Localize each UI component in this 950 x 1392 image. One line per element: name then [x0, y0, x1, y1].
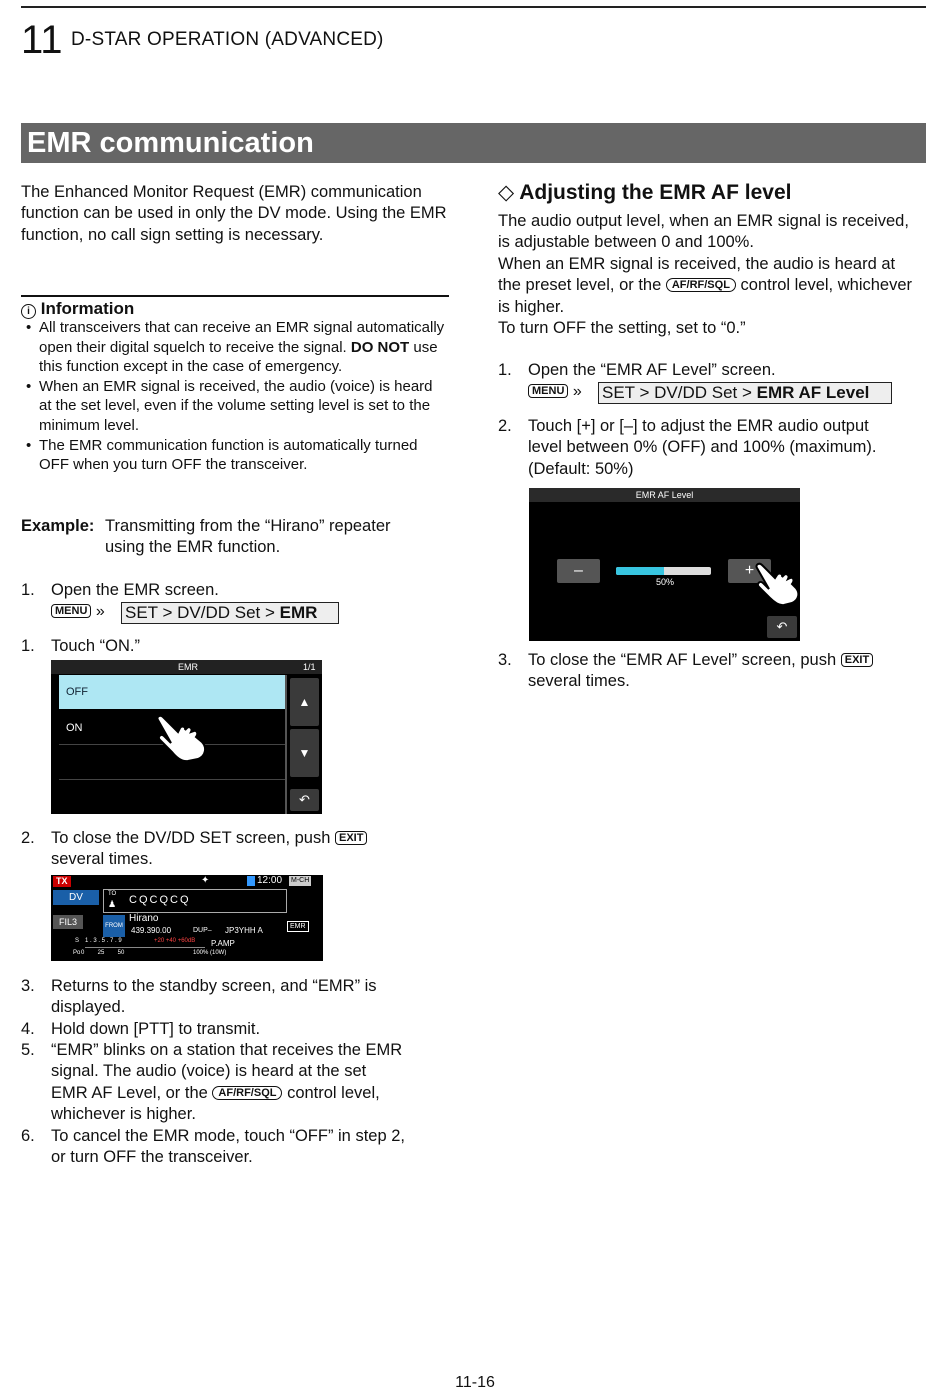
af-screen-title: EMR AF Level — [529, 488, 800, 502]
emr-indicator: EMR — [287, 921, 309, 932]
mode-badge[interactable]: DV — [53, 890, 99, 905]
ur-call: CQCQCQ — [129, 894, 191, 906]
exit-key: EXIT — [841, 653, 873, 667]
callsign: JP3YHH A — [225, 926, 263, 935]
level-bar[interactable] — [616, 567, 711, 575]
pointing-hand-icon — [154, 712, 214, 764]
info-bullet: • All transceivers that can receive an EMR signal automatically open their digital squelch to receive the signal. DO NOT use this function except in the case of emergency. — [21, 318, 449, 377]
gps-icon: ✦ — [201, 875, 210, 886]
pointing-hand-icon — [753, 562, 800, 608]
back-button[interactable]: ↶ — [290, 789, 319, 811]
emr-screen — [51, 660, 322, 814]
chapter-title: D-STAR OPERATION (ADVANCED) — [71, 29, 384, 50]
level-fill — [616, 567, 664, 575]
info-bullet: • When an EMR signal is received, the audio (voice) is heard at the set level, even if the volume setting level is set to the minimum level. — [21, 377, 449, 436]
plus-button[interactable]: + — [728, 559, 771, 583]
repeater-name: Hirano — [129, 913, 159, 924]
from-label: FROM — [103, 915, 125, 937]
filter-badge[interactable]: FIL3 — [53, 915, 83, 929]
emr-option-off[interactable]: OFF — [59, 675, 285, 709]
info-rule — [21, 295, 449, 297]
s-meter-scale: 1 . 3 . 5 . 7 . 9 — [85, 938, 122, 944]
menu-path-1: MENU » — [51, 603, 105, 621]
af-paragraph-1: The audio output level, when an EMR signal is received, is adjustable between 0 and 100%. — [498, 212, 909, 252]
af-paragraph-2: When an EMR signal is received, the audio is heard at the preset level, or the AF/RF/SQL control level, whichever is higher. — [498, 255, 913, 316]
afrfsql-key: AF/RF/SQL — [666, 278, 736, 292]
scroll-up-button[interactable]: ▲ — [290, 678, 319, 726]
af-paragraph-3: To turn OFF the setting, set to “0.” — [498, 319, 746, 337]
info-title: Information — [40, 299, 135, 318]
af-level-screen — [529, 488, 800, 641]
level-percent: 50% — [656, 577, 675, 587]
page-number: 11-16 — [455, 1374, 495, 1391]
frequency: 439.390.00 — [131, 926, 172, 935]
info-list — [21, 318, 449, 475]
example: Example: Transmitting from the “Hirano” repeater using the EMR function. — [21, 517, 391, 556]
person-icon: ♟ — [108, 899, 117, 909]
info-bullet: • The EMR communication function is automatically turned OFF when you turn OFF the transceiver. — [21, 436, 449, 475]
back-button[interactable]: ↶ — [767, 616, 797, 638]
example-label: Example: — [21, 517, 95, 535]
meter-bar — [85, 947, 205, 948]
clock: 12:00 — [257, 875, 283, 886]
menu-key: MENU — [528, 384, 568, 398]
pamp-label: P.AMP — [211, 939, 235, 948]
memory-channel-badge: M-CH — [291, 877, 310, 884]
scroll-down-button[interactable]: ▼ — [290, 729, 319, 777]
minus-button[interactable]: – — [557, 559, 600, 583]
menu-path-box-1: SET > DV/DD Set > EMR — [121, 602, 339, 624]
afrfsql-key: AF/RF/SQL — [212, 1086, 282, 1100]
subsection-title: ◇ Adjusting the EMR AF level — [498, 181, 792, 204]
info-icon: i — [21, 304, 36, 319]
intro-paragraph: The Enhanced Monitor Request (EMR) communication function can be used in only the DV mode. Using the EMR function, no call sign setting is necessary. — [21, 183, 447, 244]
top-rule — [21, 6, 926, 8]
menu-key: MENU — [51, 604, 91, 618]
menu-path-2: MENU » — [528, 383, 582, 401]
emr-option-on[interactable]: ON — [59, 711, 285, 745]
tx-indicator: TX — [53, 876, 71, 887]
menu-path-box-2: SET > DV/DD Set > EMR AF Level — [598, 382, 892, 404]
diamond-icon: ◇ — [498, 181, 515, 204]
standby-screen: TX ✦ 12:00 M-CH DV FIL3 TO ♟ CQCQCQ FROM Hirano 439.390.00 DUP– JP3YHH A EMR S 1 . 3 . 5 . 7 . 9 +20 +40 +60dB P.AMP Po 0 25 50 100% (10W) — [51, 875, 323, 961]
emr-screen-page: 1/1 — [303, 662, 316, 672]
emr-screen-title: EMR — [178, 662, 198, 672]
info-heading — [21, 299, 134, 319]
chapter-number: 11 — [21, 18, 63, 62]
section-title: EMR communication — [21, 123, 926, 163]
bluetooth-icon — [247, 876, 255, 886]
ur-call-box[interactable]: TO ♟ CQCQCQ — [103, 889, 287, 913]
exit-key: EXIT — [335, 831, 367, 845]
duplex: DUP– — [193, 927, 212, 934]
